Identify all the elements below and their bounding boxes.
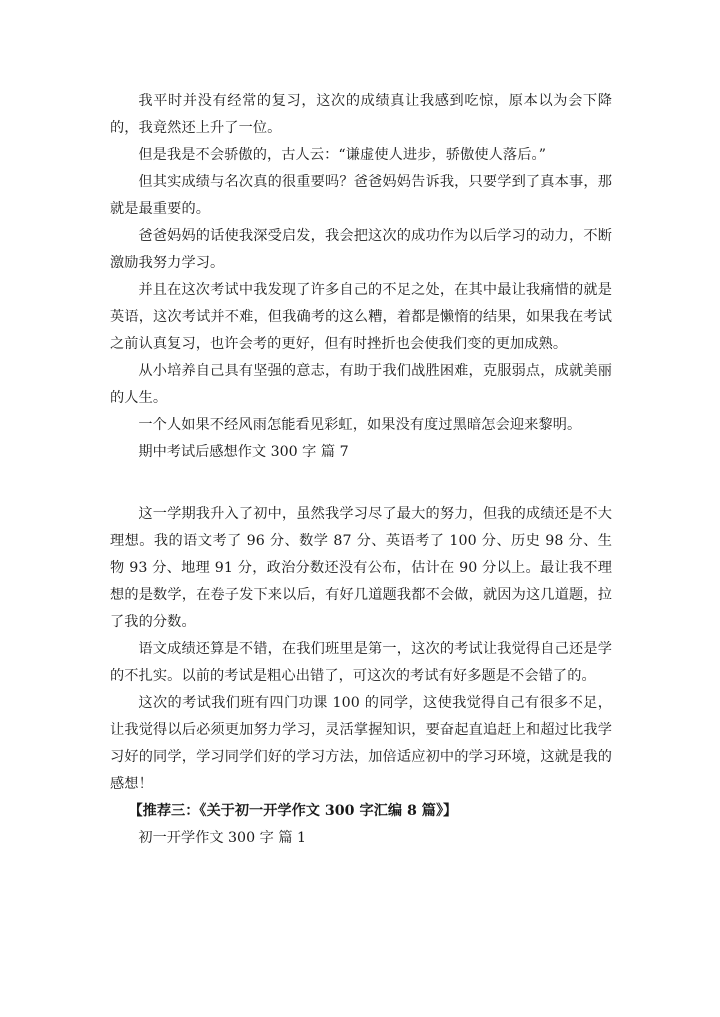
paragraph: 这次的考试我们班有四门功课 100 的同学，这使我觉得自己有很多不足，让我觉得以后必须更加努力学习，灵活掌握知识，要奋起直追赶上和超过比我学习好的同学，学习同学们好的学习方法，加倍适应初中的学习环境，这就是我的感想！ [110,695,612,792]
paragraph: 语文成绩还算是不错，在我们班里是第一，这次的考试让我觉得自己还是学的不扎实。以前的考试是粗心出错了，可这次的考试有好多题是不会错了的。 [110,641,612,684]
recommend-link: 【推荐三：《关于初一开学作文 300 字汇编 8 篇》】 [128,803,458,819]
paragraph: 我平时并没有经常的复习，这次的成绩真让我感到吃惊，原本以为会下降的，我竟然还上升了一位。 [110,93,612,136]
paragraph: 爸爸妈妈的话使我深受启发，我会把这次的成功作为以后学习的动力，不断激励我努力学习。 [110,228,612,271]
paragraph: 这一学期我升入了初中，虽然我学习尽了最大的努力，但我的成绩还是不大理想。我的语文考了 96 分、数学 87 分、英语考了 100 分、历史 98 分、生物 93 分、地理 91 分，政治分数还没有公布，估计在 90 分以上。最让我不理想的是数学，在卷子发下来以后，有好几道题我都不会做，就因为这几道题，拉了我的分数。 [110,506,612,630]
document-page [110,88,612,852]
paragraph: 从小培养自己具有坚强的意志，有助于我们战胜困难，克服弱点，成就美丽的人生。 [110,363,612,406]
next-section-title: 初一开学作文 300 字 篇 1 [138,830,307,846]
paragraph: 但其实成绩与名次真的很重要吗？爸爸妈妈告诉我，只要学到了真本事，那就是最重要的。 [110,174,612,217]
section-title: 期中考试后感想作文 300 字 篇 7 [138,444,349,460]
paragraph: 一个人如果不经风雨怎能看见彩虹，如果没有度过黑暗怎会迎来黎明。 [138,417,582,433]
paragraph: 并且在这次考试中我发现了许多自己的不足之处，在其中最让我痛惜的就是英语，这次考试并不难，但我确考的这么糟，着都是懒惰的结果，如果我在考试之前认真复习，也许会考的更好，但有时挫折也会使我们变的更加成熟。 [110,282,612,352]
paragraph: 但是我是不会骄傲的，古人云：“谦虚使人进步，骄傲使人落后。” [138,147,547,163]
